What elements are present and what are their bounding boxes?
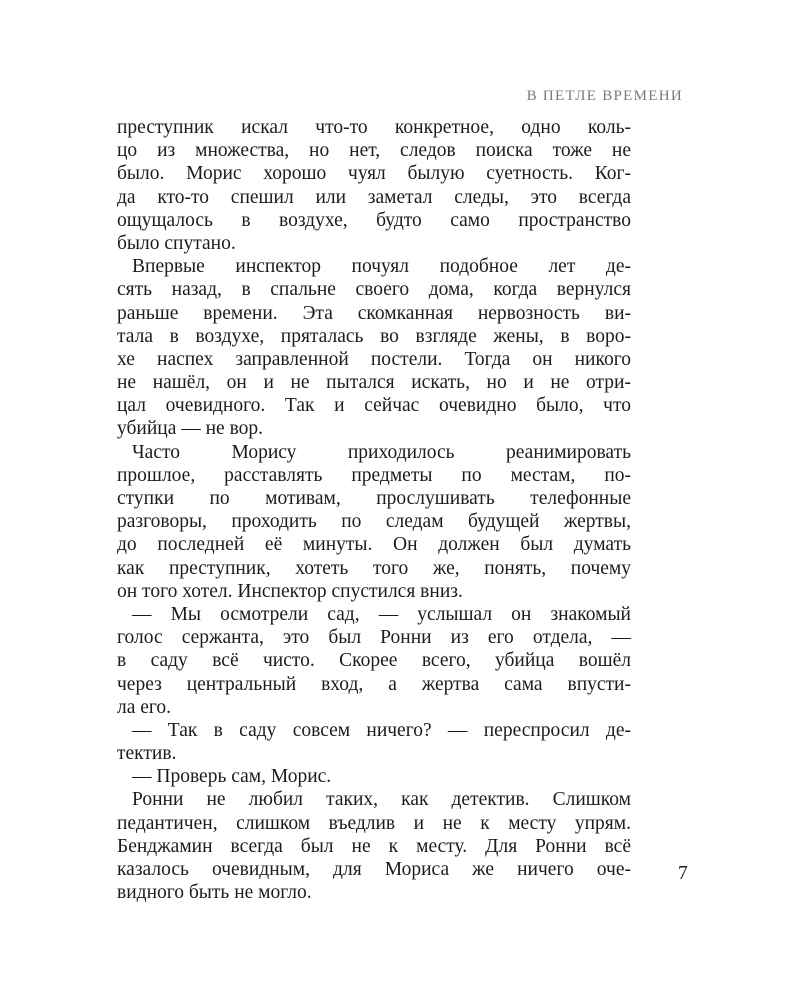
text-line: до последней её минуты. Он должен был думать [117, 534, 631, 556]
text-line: убийца — не вор. [117, 418, 264, 440]
text-line: было спутано. [117, 232, 236, 254]
text-line: тектив. [117, 743, 177, 765]
body-text [117, 116, 631, 904]
text-line: преступник искал что-то конкретное, одно коль- [117, 117, 631, 138]
text-line: видного быть не могло. [117, 882, 312, 904]
running-head: В ПЕТЛЕ ВРЕМЕНИ [526, 88, 683, 104]
text-line: — Проверь сам, Морис. [132, 766, 332, 788]
text-line: сять назад, в спальне своего дома, когда вернулся [117, 279, 631, 301]
text-line: как преступник, хотеть того же, понять, почему [117, 557, 631, 579]
text-line: — Так в саду совсем ничего? — переспросил де- [132, 719, 631, 741]
text-line: не нашёл, он и не пытался искать, но и не отри- [117, 372, 631, 394]
text-line: ощущалось в воздухе, будто само пространство [117, 209, 631, 231]
text-line: разговоры, проходить по следам будущей жертвы, [117, 511, 631, 533]
text-line: Часто Морису приходилось реанимировать [132, 441, 631, 463]
text-line: в саду всё чисто. Скорее всего, убийца вошёл [117, 650, 631, 672]
text-line: тала в воздухе, пряталась во взгляде жены, в воро- [117, 325, 631, 347]
text-line: Бенджамин всегда был не к месту. Для Ронни всё [117, 835, 631, 857]
text-line: прошлое, расставлять предметы по местам, по- [117, 464, 631, 486]
text-line: Впервые инспектор почуял подобное лет де- [132, 256, 631, 278]
text-line: педантичен, слишком въедлив и не к месту упрям. [117, 812, 631, 834]
text-line: ступки по мотивам, прослушивать телефонные [117, 488, 631, 509]
text-line: Ронни не любил таких, как детектив. Слишком [132, 789, 631, 811]
text-line: цо из множества, но нет, следов поиска тоже не [117, 140, 631, 162]
text-line: да кто-то спешил или заметал следы, это всегда [117, 186, 631, 208]
text-line: раньше времени. Эта скомканная нервозность ви- [117, 302, 631, 324]
text-line: казалось очевидным, для Мориса же ничего оче- [117, 859, 631, 880]
page-number: 7 [678, 863, 688, 884]
text-line: — Мы осмотрели сад, — услышал он знакомый [132, 603, 631, 625]
text-line: было. Морис хорошо чуял былую суетность. Ког- [117, 163, 631, 185]
text-line: голос сержанта, это был Ронни из его отдела, — [117, 627, 631, 649]
text-line: он того хотел. Инспектор спустился вниз. [117, 580, 463, 602]
text-line: цал очевидного. Так и сейчас очевидно было, что [117, 395, 631, 417]
text-line: хе наспех заправленной постели. Тогда он никого [117, 348, 631, 370]
text-line: через центральный вход, а жертва сама впусти- [117, 673, 631, 695]
text-line: ла его. [117, 696, 172, 718]
